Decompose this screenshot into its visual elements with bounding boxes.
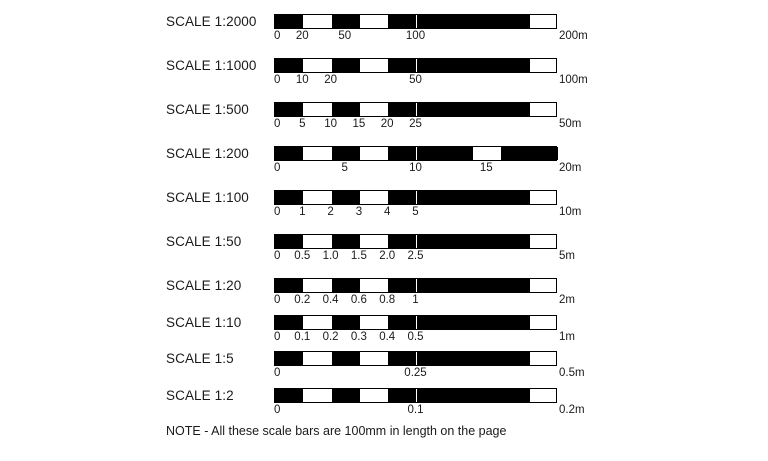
scale-tick-labels	[274, 331, 557, 347]
tick-label: 0.2	[294, 294, 311, 306]
tick-label: 0	[274, 206, 281, 218]
tick-label: 20	[380, 118, 394, 130]
scale-bar-segment	[501, 389, 529, 402]
tick-label: 3	[355, 206, 363, 218]
scale-label: SCALE 1:100	[166, 190, 249, 205]
scale-bar-segment	[473, 191, 501, 204]
tick-label: 0	[274, 162, 281, 174]
scale-bar-segment	[332, 279, 360, 292]
scale-tick-labels	[274, 206, 557, 222]
scale-bar-segment	[275, 279, 303, 292]
tick-label: 20	[295, 30, 309, 42]
scale-tick-labels	[274, 250, 557, 266]
scale-bar-segment	[445, 191, 473, 204]
diagram-note: NOTE - All these scale bars are 100mm in length on the page	[166, 424, 507, 438]
scale-bar-segment	[332, 103, 360, 116]
scale-bar-segment	[417, 352, 445, 365]
tick-label: 0.1	[407, 404, 424, 416]
scale-bar	[274, 278, 557, 293]
scale-bar-segment	[445, 235, 473, 248]
tick-label: 0	[274, 30, 281, 42]
tick-label: 1.0	[322, 250, 339, 262]
tick-label: 50	[338, 30, 352, 42]
scale-bar-frame	[274, 146, 557, 161]
scale-end-label: 2m	[559, 294, 575, 306]
scale-label: SCALE 1:5	[166, 351, 234, 366]
scale-bar-segment	[501, 191, 529, 204]
scale-end-label: 5m	[559, 250, 575, 262]
scale-bar-segment	[388, 389, 416, 402]
scale-bar-row	[0, 102, 768, 150]
scale-end-label: 50m	[559, 118, 582, 130]
scale-bar-row	[0, 234, 768, 282]
tick-label: 0	[274, 404, 281, 416]
scale-bar-segment	[417, 15, 445, 28]
scale-label: SCALE 1:200	[166, 146, 249, 161]
scale-bar-row	[0, 146, 768, 194]
scale-bar-segment	[417, 147, 445, 160]
tick-label: 100	[405, 30, 426, 42]
scale-bar-frame	[274, 14, 557, 29]
scale-bar-segment	[473, 103, 501, 116]
scale-end-label: 10m	[559, 206, 582, 218]
scale-bar-segment	[275, 235, 303, 248]
scale-end-label: 200m	[559, 30, 588, 42]
scale-bar-frame	[274, 351, 557, 366]
tick-label: 10	[295, 74, 309, 86]
tick-label: 0.4	[379, 331, 396, 343]
scale-end-label: 0.5m	[559, 367, 585, 379]
scale-bar	[274, 190, 557, 205]
scale-bar-segment	[501, 15, 529, 28]
scale-bar-row	[0, 190, 768, 238]
scale-label: SCALE 1:10	[166, 315, 242, 330]
scale-label: SCALE 1:1000	[166, 58, 257, 73]
scale-bar-segment	[445, 352, 473, 365]
tick-label: 0.8	[379, 294, 396, 306]
scale-bar-segment	[417, 235, 445, 248]
scale-tick-labels	[274, 30, 557, 46]
scale-bar-frame	[274, 102, 557, 117]
tick-label: 1.5	[350, 250, 367, 262]
scale-bar-segment	[275, 316, 303, 329]
scale-bar-segment	[501, 103, 529, 116]
scale-bar-frame	[274, 234, 557, 249]
tick-label: 0	[274, 250, 281, 262]
scale-bar-segment	[332, 316, 360, 329]
scale-bar-segment	[530, 147, 558, 160]
scale-bar-segment	[417, 316, 445, 329]
scale-bar	[274, 14, 557, 29]
scale-bar-row	[0, 14, 768, 62]
scale-bar-segment	[388, 316, 416, 329]
scale-bar-segment	[473, 59, 501, 72]
scale-bar-segment	[275, 15, 303, 28]
scale-bar	[274, 315, 557, 330]
tick-label: 0	[274, 294, 281, 306]
scale-bar-frame	[274, 278, 557, 293]
tick-label: 0.3	[350, 331, 367, 343]
scale-bar	[274, 388, 557, 403]
tick-label: 1	[299, 206, 306, 218]
tick-label: 4	[383, 206, 391, 218]
scale-bar-segment	[388, 235, 416, 248]
scale-bar-segment	[473, 279, 501, 292]
scale-bar-segment	[275, 389, 303, 402]
scale-bar-segment	[473, 316, 501, 329]
tick-label: 20	[324, 74, 337, 86]
tick-label: 5	[299, 118, 306, 130]
scale-bar-segment	[417, 279, 445, 292]
tick-label: 0.1	[294, 331, 311, 343]
scale-bar-segment	[332, 15, 360, 28]
tick-label: 0	[274, 118, 281, 130]
scale-bar-segment	[473, 389, 501, 402]
scale-bar-segment	[275, 103, 303, 116]
scale-tick-labels	[274, 367, 557, 383]
scale-bar-segment	[445, 147, 473, 160]
scale-bar-segment	[501, 235, 529, 248]
scale-bar-segment	[388, 191, 416, 204]
tick-label: 10	[324, 118, 337, 130]
scale-bar-segment	[275, 352, 303, 365]
scale-bar-segment	[445, 15, 473, 28]
scale-tick-labels	[274, 162, 557, 178]
scale-label: SCALE 1:2000	[166, 14, 257, 29]
scale-bar-segment	[332, 191, 360, 204]
scale-bar-segment	[473, 15, 501, 28]
scale-bar-segment	[332, 59, 360, 72]
scale-bar	[274, 58, 557, 73]
scale-label: SCALE 1:2	[166, 388, 234, 403]
tick-label: 15	[352, 118, 366, 130]
scale-bar-segment	[417, 59, 445, 72]
scale-bar-segment	[445, 59, 473, 72]
scale-bar-segment	[417, 103, 445, 116]
tick-label: 25	[409, 118, 422, 130]
scale-bar-segment	[445, 279, 473, 292]
scale-bar-frame	[274, 315, 557, 330]
scale-bar-row	[0, 58, 768, 106]
scale-end-label: 1m	[559, 331, 575, 343]
scale-bar	[274, 146, 557, 161]
scale-bar-segment	[388, 59, 416, 72]
scale-bar-segment	[473, 235, 501, 248]
scale-bar-segment	[445, 103, 473, 116]
scale-label: SCALE 1:500	[166, 102, 249, 117]
tick-label: 15	[479, 162, 493, 174]
scale-tick-labels	[274, 294, 557, 310]
scale-bar-segment	[332, 352, 360, 365]
scale-bar-segment	[332, 235, 360, 248]
tick-label: 0.5	[407, 331, 424, 343]
scale-bar-segment	[501, 147, 529, 160]
scale-label: SCALE 1:20	[166, 278, 242, 293]
scale-bar-segment	[501, 352, 529, 365]
scale-bar-frame	[274, 58, 557, 73]
scale-bar-segment	[388, 279, 416, 292]
tick-label: 5	[412, 206, 419, 218]
tick-label: 1	[412, 294, 419, 306]
scale-bar-segment	[275, 59, 303, 72]
scale-bar-frame	[274, 190, 557, 205]
scale-end-label: 0.2m	[559, 404, 585, 416]
scale-end-label: 20m	[559, 162, 582, 174]
tick-label: 0.4	[322, 294, 339, 306]
tick-label: 2.0	[379, 250, 396, 262]
tick-label: 0	[274, 367, 281, 379]
scale-bar	[274, 351, 557, 366]
scale-bar-frame	[274, 388, 557, 403]
tick-label: 2	[327, 206, 334, 218]
tick-label: 0.2	[322, 331, 339, 343]
tick-label: 50	[409, 74, 422, 86]
tick-label: 0.6	[350, 294, 367, 306]
scale-tick-labels	[274, 118, 557, 134]
tick-label: 0.25	[404, 367, 427, 379]
scale-bar-segment	[417, 389, 445, 402]
scale-bar-segment	[473, 352, 501, 365]
scale-bar-segment	[501, 316, 529, 329]
scale-bar-segment	[332, 147, 360, 160]
tick-label: 0	[274, 74, 281, 86]
scale-bar-segment	[388, 352, 416, 365]
scale-bar-segment	[445, 389, 473, 402]
scale-bar	[274, 102, 557, 117]
scale-bar	[274, 234, 557, 249]
tick-label: 10	[409, 162, 422, 174]
scale-tick-labels	[274, 74, 557, 90]
tick-label: 5	[341, 162, 348, 174]
scale-bar-segment	[275, 191, 303, 204]
tick-label: 0	[274, 331, 281, 343]
scale-bar-segment	[388, 147, 416, 160]
scale-bar-segment	[388, 15, 416, 28]
scale-bar-segment	[388, 103, 416, 116]
scale-tick-labels	[274, 404, 557, 420]
tick-label: 2.5	[407, 250, 424, 262]
scale-bar-segment	[332, 389, 360, 402]
scale-bar-segment	[445, 316, 473, 329]
scale-label: SCALE 1:50	[166, 234, 242, 249]
scale-bar-segment	[501, 59, 529, 72]
scale-bar-segment	[417, 191, 445, 204]
tick-label: 0.5	[294, 250, 311, 262]
scale-end-label: 100m	[559, 74, 588, 86]
scale-bar-segment	[501, 279, 529, 292]
scale-bar-segment	[275, 147, 303, 160]
